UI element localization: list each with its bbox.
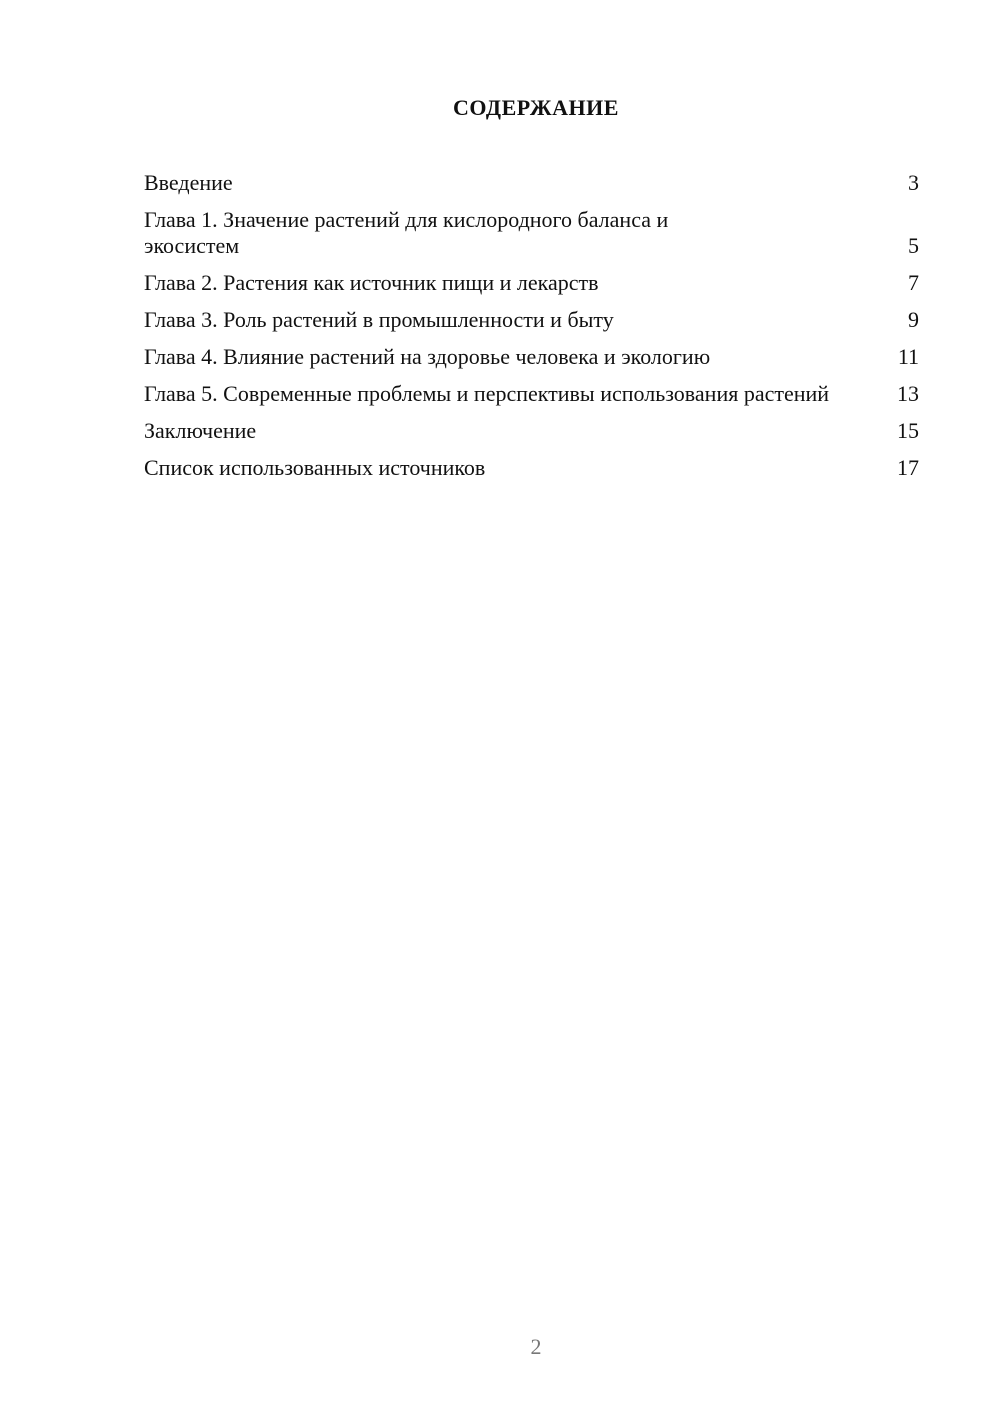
toc-entry-references (144, 455, 919, 481)
toc-entry-title: Глава 4. Влияние растений на здоровье человека и экологию (144, 344, 711, 369)
toc-entry-conclusion (144, 418, 919, 444)
toc-entry-title: Список использованных источников (144, 455, 486, 480)
toc-entry-page: 17 (897, 455, 919, 480)
toc-entry-chapter-2 (144, 270, 919, 296)
toc-entry-page: 15 (897, 418, 919, 443)
toc-entry-chapter-3 (144, 307, 919, 333)
toc-entry-chapter-4 (144, 344, 919, 370)
table-of-contents (144, 170, 919, 492)
toc-entry-page: 11 (897, 344, 919, 369)
toc-entry-title: Заключение (144, 418, 257, 443)
page-number: 2 (530, 1334, 542, 1359)
toc-entry-page: 5 (908, 233, 919, 258)
toc-entry-chapter-1 (144, 207, 919, 259)
toc-entry-title: Введение (144, 170, 233, 195)
toc-heading: СОДЕРЖАНИЕ (453, 95, 619, 120)
toc-entry-page: 7 (908, 270, 919, 295)
toc-entry-chapter-5 (144, 381, 919, 407)
toc-entry-title: Глава 5. Современные проблемы и перспективы использования растений (144, 381, 830, 406)
toc-entry-introduction (144, 170, 919, 196)
toc-entry-title: Глава 1. Значение растений для кислородного баланса и экосистем (144, 207, 669, 258)
toc-entry-title: Глава 2. Растения как источник пищи и лекарств (144, 270, 599, 295)
toc-entry-page: 13 (897, 381, 919, 406)
toc-entry-title: Глава 3. Роль растений в промышленности и быту (144, 307, 614, 332)
toc-entry-page: 3 (908, 170, 919, 195)
toc-entry-page: 9 (908, 307, 919, 332)
